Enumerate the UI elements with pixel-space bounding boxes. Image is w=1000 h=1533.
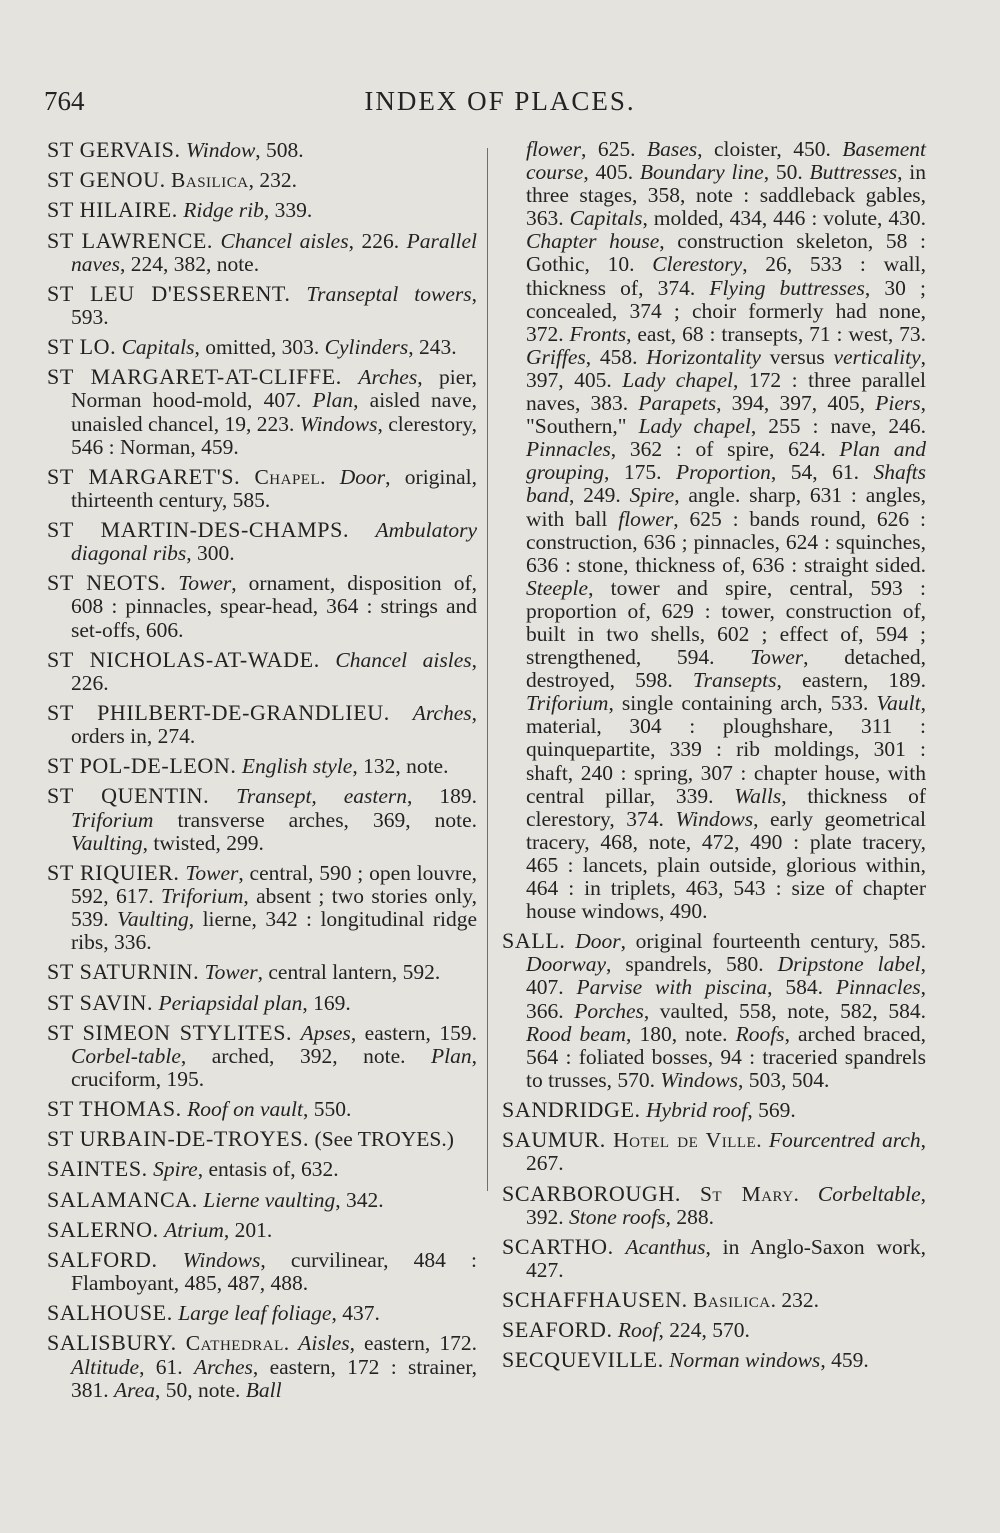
entry-text: Chancel aisles, 226. <box>71 647 478 695</box>
entry-headword: ST SIMEON STYLITES. <box>47 1019 293 1045</box>
index-entry <box>47 1157 477 1181</box>
index-entry <box>502 1235 926 1282</box>
entry-headword: SALISBURY. <box>47 1330 177 1356</box>
entry-text: Spire, entasis of, 632. <box>153 1157 339 1182</box>
entry-text: Tower, ornament, disposition of, 608 : pinnacles, spear-head, 364 : strings and set-offs, 606. <box>71 571 477 642</box>
entry-text: Tower, central, 590 ; open louvre, 592, 617. Triforium, absent ; two stories only, 539. Vaulting, lierne, 342 : longitudinal ridge ribs, 336. <box>71 860 478 955</box>
entry-headword: SCARBOROUGH. <box>502 1180 681 1206</box>
index-entry <box>502 1288 926 1312</box>
index-entry <box>47 1127 477 1151</box>
entry-headword: SALERNO. <box>47 1216 159 1242</box>
entry-text: flower, 625. Bases, cloister, 450. Basement course, 405. Boundary line, 50. Buttresses, in three stages, 358, note : saddleback gables, 363. Capitals, molded, 434, 446 : volute, 430. Chapter house, construction skeleton, 58 : Gothic, 10. Clerestory, 26, 533 : wall, thickness of, 374. Flying buttresses, 30 ; concealed, 374 ; choir formerly had none, 372. Fronts, east, 68 : transepts, 71 : west, 73. Griffes, 458. Horizontality versus verticality, 397, 405. Lady chapel, 172 : three parallel naves, 383. Parapets, 394, 397, 405, Piers, "Southern," Lady chapel, 255 : nave, 246. Pinnacles, 362 : of spire, 624. Plan and grouping, 175. Proportion, 54, 61. Shafts band, 249. Spire, angle. sharp, 631 : angles, with ball flower, 625 : bands round, 626 : construction, 636 ; pinnacles, 624 : squinches, 636 : stone, thickness of, 636 : straight sided. Steeple, tower and spire, central, 593 : proportion of, 629 : tower, construction of, built in two shells, 602 ; effect of, 594 ; strengthened, 594. Tower, detached, destroyed, 598. Transepts, eastern, 189. Triforium, single containing arch, 533. Vault, material, 304 : ploughshare, 311 : quinquepartite, 339 : rib moldings, 301 : shaft, 240 : spring, 307 : chapter house, with central pillar, 339. Walls, thickness of clerestory, 374. Windows, early geometrical tracery, 468, note, 472, 490 : plate tracery, 465 : lancets, plain outside, glorious within, 464 : in triplets, 463, 543 : size of chapter house windows, 490. <box>526 137 927 924</box>
entry-text: Cathedral. Aisles, eastern, 172. Altitude, 61. Arches, eastern, 172 : strainer, 381. Area, 50, note. Ball <box>71 1331 478 1402</box>
entry-text: Apses, eastern, 159. Corbel-table, arched, 392, note. Plan, cruciform, 195. <box>71 1020 478 1091</box>
index-entry <box>47 1301 477 1325</box>
entry-headword: SALL. <box>502 928 566 954</box>
index-entry <box>47 1021 477 1091</box>
entry-text: Basilica. 232. <box>693 1288 819 1313</box>
entry-headword: ST LO. <box>47 334 117 360</box>
entry-headword: SEAFORD. <box>502 1317 613 1343</box>
entry-text: Transept, eastern, 189. Triforium transverse arches, 369, note. Vaulting, twisted, 299. <box>71 784 477 855</box>
entry-text: Large leaf foliage, 437. <box>178 1301 380 1326</box>
entry-text: Periapsidal plan, 169. <box>158 990 351 1015</box>
entry-text: Hotel de Ville. Fourcentred arch, 267. <box>526 1128 927 1176</box>
index-entry <box>47 648 477 695</box>
index-entry <box>502 1318 926 1342</box>
index-entry <box>47 465 477 512</box>
index-entry <box>47 991 477 1015</box>
index-entry <box>47 701 477 748</box>
entry-headword: ST URBAIN-DE-TROYES. <box>47 1126 310 1152</box>
entry-text: Tower, central lantern, 592. <box>204 960 441 985</box>
index-entry <box>47 960 477 984</box>
entry-text: Atrium, 201. <box>164 1217 273 1242</box>
running-head: INDEX OF PLACES. <box>364 86 636 116</box>
entry-headword: ST SAVIN. <box>47 989 154 1015</box>
index-entry <box>47 861 477 954</box>
index-entry <box>47 138 477 162</box>
entry-headword: ST RIQUIER. <box>47 859 180 885</box>
index-entry <box>47 1097 477 1121</box>
entry-text: Acanthus, in Anglo-Saxon work, 427. <box>526 1234 927 1282</box>
entry-headword: ST NEOTS. <box>47 570 167 596</box>
index-entry <box>47 1218 477 1242</box>
entry-headword: ST MARTIN-DES-CHAMPS. <box>47 517 350 543</box>
index-entry <box>47 1248 477 1295</box>
page-number: 764 <box>44 86 85 116</box>
entry-text: Chancel aisles, 226. Parallel naves, 224, 382, note. <box>71 228 478 276</box>
entry-text: Door, original fourteenth century, 585. Doorway, spandrels, 580. Dripstone label, 407. Parvise with piscina, 584. Pinnacles, 366. Porches, vaulted, 558, note, 582, 584. Rood beam, 180, note. Roofs, arched braced, 564 : foliated bosses, 94 : traceried spandrels to trusses, 570. Windows, 503, 504. <box>526 929 927 1092</box>
entry-text: Chapel. Door, original, thirteenth century, 585. <box>71 464 478 512</box>
index-entry <box>47 1331 477 1401</box>
entry-text: Arches, orders in, 274. <box>71 701 477 749</box>
entry-headword: ST HILAIRE. <box>47 197 178 223</box>
entry-headword: ST NICHOLAS-AT-WADE. <box>47 646 320 672</box>
entry-text: Roof on vault, 550. <box>187 1097 352 1122</box>
entry-headword: ST LEU D'ESSERENT. <box>47 280 291 306</box>
entry-text: Window, 508. <box>186 138 304 162</box>
entry-text: Lierne vaulting, 342. <box>203 1187 384 1212</box>
index-entry <box>47 784 477 854</box>
entry-headword: SCHAFFHAUSEN. <box>502 1287 688 1313</box>
index-entry <box>47 365 477 458</box>
entry-headword: ST POL-DE-LEON. <box>47 753 237 779</box>
entry-text: (See TROYES.) <box>314 1127 454 1152</box>
entry-text: Hybrid roof, 569. <box>646 1098 796 1123</box>
index-entry <box>502 1348 926 1372</box>
entry-text: Ridge rib, 339. <box>183 198 313 223</box>
entry-text: Capitals, omitted, 303. Cylinders, 243. <box>121 335 457 360</box>
entry-text: St Mary. Corbeltable, 392. Stone roofs, 288. <box>526 1181 927 1229</box>
entry-headword: ST GENOU. <box>47 167 166 193</box>
entry-text: Ambulatory diagonal ribs, 300. <box>71 518 477 566</box>
entry-headword: SALAMANCA. <box>47 1186 198 1212</box>
right-column <box>502 138 926 1379</box>
entry-headword: ST SATURNIN. <box>47 959 200 985</box>
entry-headword: SECQUEVILLE. <box>502 1347 664 1373</box>
index-entry <box>47 518 477 565</box>
index-entry <box>47 754 477 778</box>
entry-headword: ST THOMAS. <box>47 1096 182 1122</box>
index-entry <box>47 229 477 276</box>
entry-text: Norman windows, 459. <box>669 1348 869 1373</box>
entry-headword: SALHOUSE. <box>47 1300 173 1326</box>
entry-headword: ST GERVAIS. <box>47 137 181 162</box>
entry-headword: SALFORD. <box>47 1247 158 1272</box>
index-entry <box>47 1188 477 1212</box>
index-entry <box>502 138 926 923</box>
index-entry <box>502 929 926 1092</box>
entry-headword: ST MARGARET'S. <box>47 463 241 489</box>
entry-text: English style, 132, note. <box>241 754 449 779</box>
entry-headword: SCARTHO. <box>502 1233 614 1259</box>
column-rule <box>487 148 488 1191</box>
entry-text: Windows, curvilinear, 484 : Flamboyant, 485, 487, 488. <box>71 1248 477 1296</box>
index-entry <box>47 282 477 329</box>
entry-headword: SAINTES. <box>47 1156 148 1182</box>
entry-headword: ST QUENTIN. <box>47 783 210 809</box>
index-entry <box>502 1182 926 1229</box>
entry-headword: ST LAWRENCE. <box>47 227 214 253</box>
index-entry <box>502 1098 926 1122</box>
index-entry <box>502 1128 926 1175</box>
index-entry <box>47 198 477 222</box>
entry-headword: SANDRIDGE. <box>502 1097 641 1123</box>
left-column <box>47 138 477 1408</box>
entry-headword: SAUMUR. <box>502 1127 606 1153</box>
entry-text: Transeptal towers, 593. <box>71 281 477 329</box>
index-entry <box>47 571 477 641</box>
index-entry <box>47 335 477 359</box>
entry-text: Roof, 224, 570. <box>617 1318 750 1343</box>
index-entry <box>47 168 477 192</box>
entry-text: Basilica, 232. <box>171 168 297 193</box>
entry-headword: ST PHILBERT-DE-GRANDLIEU. <box>47 700 390 725</box>
entry-text: Arches, pier, Norman hood-mold, 407. Plan, aisled nave, unaisled chancel, 19, 223. Windows, clerestory, 546 : Norman, 459. <box>71 365 477 459</box>
entry-headword: ST MARGARET-AT-CLIFFE. <box>47 364 342 390</box>
